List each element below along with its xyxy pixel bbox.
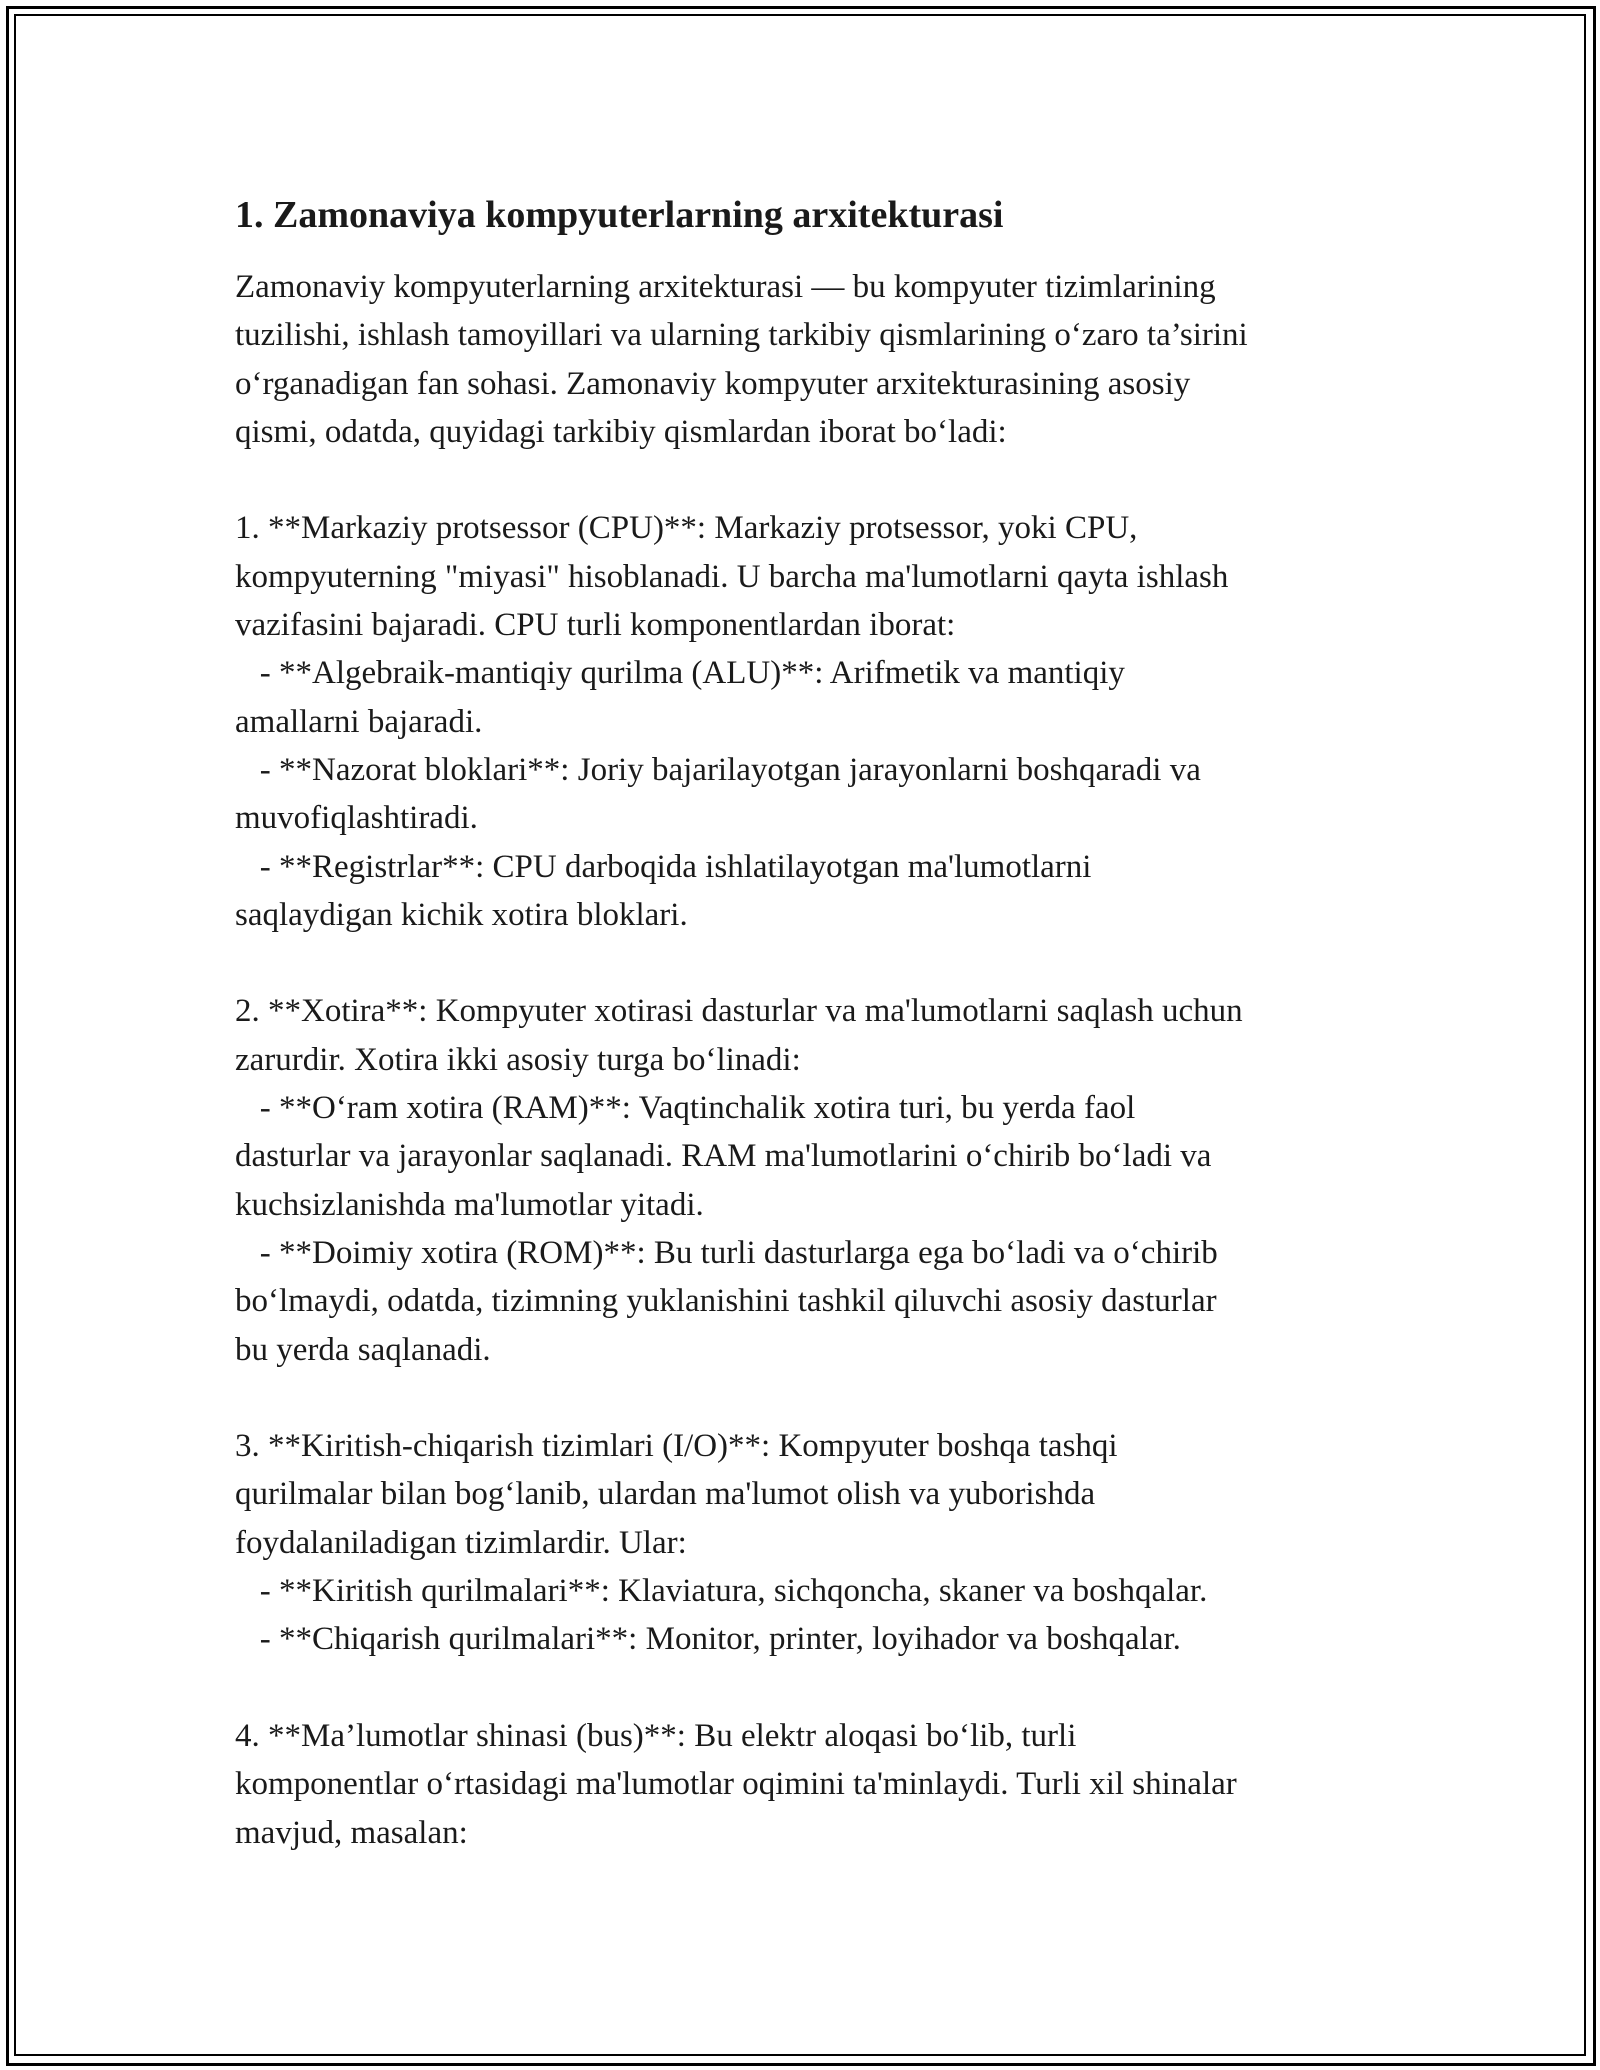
document-page [235,187,1375,1857]
text-line: o‘rganadigan fan sohasi. Zamonaviy kompyuter arxitekturasining asosiy [235,365,1191,402]
text-line: amallarni bajaradi. [235,703,483,740]
paragraph-gap [235,456,1375,504]
text-line: - **Algebraik-mantiqiy qurilma (ALU)**: Arifmetik va mantiqiy [235,655,1125,692]
text-line: qismi, odatda, quyidagi tarkibiy qismlardan iborat bo‘ladi: [235,413,1007,450]
paragraph-gap [235,939,1375,987]
text-line: 1. **Markaziy protsessor (CPU)**: Markaziy protsessor, yoki CPU, [235,510,1138,547]
text-line: - **Kiritish qurilmalari**: Klaviatura, sichqoncha, skaner va boshqalar. [235,1573,1208,1610]
text-line: qurilmalar bilan bog‘lanib, ulardan ma'lumot olish va yuborishda [235,1476,1096,1513]
text-line: tuzilishi, ishlash tamoyillari va ularning tarkibiy qismlarining o‘zaro ta’sirini [235,317,1248,354]
text-line: Zamonaviy kompyuterlarning arxitekturasi — bu kompyuter tizimlarining [235,269,1216,305]
paragraph-gap [235,1374,1375,1422]
section-heading: 1. Zamonaviya kompyuterlarning arxitekturasi [235,194,1004,236]
text-line: 4. **Ma’lumotlar shinasi (bus)**: Bu elektr aloqasi bo‘lib, turli [235,1717,1077,1754]
text-line: 2. **Xotira**: Kompyuter xotirasi dasturlar va ma'lumotlarni saqlash uchun [235,993,1243,1030]
text-line: saqlaydigan kichik xotira bloklari. [235,896,688,933]
text-line: kuchsizlanishda ma'lumotlar yitadi. [235,1186,704,1223]
text-line: kompyuterning "miyasi" hisoblanadi. U barcha ma'lumotlarni qayta ishlash [235,558,1229,595]
text-line: - **Registrlar**: CPU darboqida ishlatilayotgan ma'lumotlarni [235,848,1092,885]
text-line: - **Chiqarish qurilmalari**: Monitor, printer, loyihador va boshqalar. [235,1621,1181,1658]
text-line: - **Nazorat bloklari**: Joriy bajarilayotgan jarayonlarni boshqaradi va [235,751,1201,788]
document-body [235,263,1375,1857]
text-line: mavjud, masalan: [235,1814,468,1851]
text-line: dasturlar va jarayonlar saqlanadi. RAM ma'lumotlarini o‘chirib bo‘ladi va [235,1138,1212,1175]
text-line: bu yerda saqlanadi. [235,1331,491,1368]
paragraph-gap [235,1664,1375,1712]
text-line: komponentlar o‘rtasidagi ma'lumotlar oqimini ta'minlaydi. Turli xil shinalar [235,1766,1237,1803]
text-line: foydalaniladigan tizimlardir. Ular: [235,1524,687,1561]
text-line: 3. **Kiritish-chiqarish tizimlari (I/O)**: Kompyuter boshqa tashqi [235,1428,1118,1465]
text-line: - **Doimiy xotira (ROM)**: Bu turli dasturlarga ega bo‘ladi va o‘chirib [235,1234,1218,1271]
text-line: vazifasini bajaradi. CPU turli komponentlardan iborat: [235,607,956,644]
text-line: - **O‘ram xotira (RAM)**: Vaqtinchalik xotira turi, bu yerda faol [235,1090,1136,1127]
text-line: muvofiqlashtiradi. [235,800,478,837]
text-line: bo‘lmaydi, odatda, tizimning yuklanishini tashkil qiluvchi asosiy dasturlar [235,1283,1217,1320]
text-line: zarurdir. Xotira ikki asosiy turga bo‘linadi: [235,1041,801,1078]
